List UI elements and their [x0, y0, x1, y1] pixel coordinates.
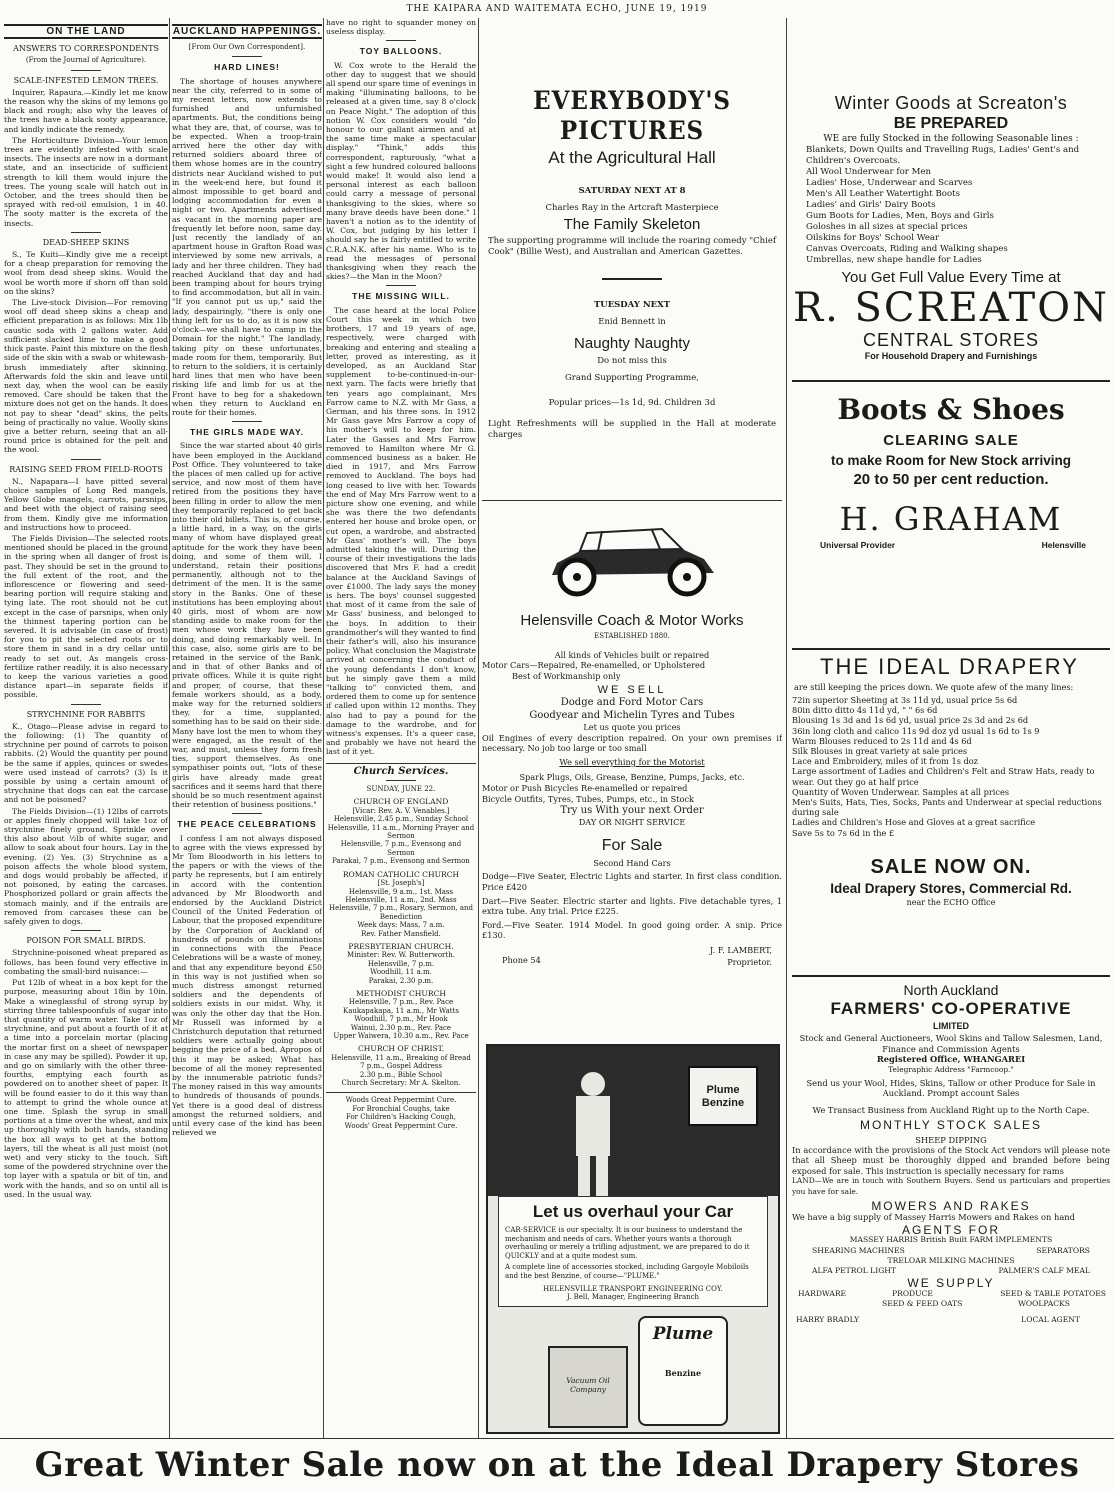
plume-headline: Let us overhaul your Car [532, 1202, 734, 1221]
tuesday-heading: TUESDAY NEXT [593, 300, 671, 310]
for-sale: For Sale [601, 836, 663, 854]
plume-logo: Plume [652, 1324, 714, 1344]
paragraph: S., Te Kuiti—Kindly give me a receipt for a cheap preparation for removing the wool from dead sheep skins. Would the wool be worth more if shorn off than sold on the skins? [4, 250, 168, 296]
church-date: SUNDAY, JUNE 22. [366, 785, 436, 794]
divider [232, 813, 262, 814]
supply-item: SEED & FEED OATS [882, 1298, 963, 1308]
sale-item: Dart—Five Seater. Electric starter and lights. Five detachable tyres, 1 extra tube. Any trial. Price £225. [482, 895, 782, 917]
plume-body-2: A complete line of accessories stocked, including Gargoyle Mobiloils and the best Benzine, of course—"PLUME." [505, 1263, 749, 1280]
paragraph: K., Otago—Please advise in regard to the following: (1) The quantity of strychnine per pound of carrots to poison rabbits. (2) Would the quantity per pound be the same if apples, quinces or swedes were used instead of carrots? (3) Is it possible by using a certain amount of strychnine that dogs can eat the carcase and not be poisoned? [4, 721, 168, 805]
saturday-star: Charles Ray in the Artcraft Masterpiece [545, 203, 719, 213]
divider [232, 421, 262, 422]
divider [71, 459, 101, 460]
motor-line: Best of Workmanship only [512, 670, 621, 681]
screaton-item: Goloshes in all sizes at special prices [806, 222, 968, 232]
film-note: Do not miss this [597, 356, 667, 366]
agents-item: SHEARING MACHINES [812, 1245, 905, 1255]
divider [71, 232, 101, 233]
tuesday-star: Enid Bennett in [598, 317, 666, 327]
motor-line: Dodge and Ford Motor Cars [560, 696, 704, 708]
supply-heading: WE SUPPLY [907, 1276, 995, 1291]
church-services-title: Church Services. [353, 765, 449, 777]
boots-line-1: to make Room for New Stock arriving [830, 453, 1072, 468]
farmers-tele: Telegraphic Address "Farmcoop." [888, 1064, 1014, 1074]
supply-item: SEED & TABLE POTATOES [1000, 1288, 1106, 1298]
second-hand: Second Hand Cars [593, 857, 671, 868]
church-heading: PRESBYTERIAN CHURCH. [348, 941, 454, 951]
screaton-item: Ladies' Hose, Underwear and Scarves [806, 178, 973, 188]
church-line: Upper Waiwera, 10.30 a.m., Rev. Pace [333, 1032, 469, 1041]
article-heading: TOY BALLOONS. [359, 46, 443, 57]
divider [602, 278, 662, 280]
ideal-item: 80in ditto ditto 4s 11d yd, " " 6s 6d [792, 705, 938, 716]
motor-line: Oil Engines of every description repaired. On your own premises if necessary. No job too large or too small [482, 732, 782, 754]
plume-manager: J. Bell, Manager, Engineering Branch [566, 1293, 700, 1302]
clearing-sale: CLEARING SALE [883, 432, 1019, 449]
farmers-coop-ad [792, 975, 1110, 1435]
monthly-stock-sales: MONTHLY STOCK SALES [859, 1118, 1043, 1133]
screaton-item: Umbrellas, new shape handle for Ladies [806, 255, 982, 265]
church-line: [St. Joseph's] [377, 879, 425, 888]
motor-works-ad [482, 500, 782, 1040]
screaton-item: Gum Boots for Ladies, Men, Boys and Girls [806, 211, 994, 221]
ideal-item: Lace and Embroidery, miles of it from 1s doz [792, 756, 978, 767]
land-text: LAND—We are in touch with Southern Buyers. Send us particulars and properties you have for sale. [792, 1176, 1110, 1196]
ideal-item: Quantity of Woven Underwear. Samples at all prices [792, 786, 1010, 797]
church-line: Helensville, 11 a.m., Breaking of Bread [331, 1053, 471, 1062]
plume-ad [486, 1044, 780, 1434]
ideal-item: Blousing 1s 3d and 1s 6d yd, usual price 2s 3d and 2s 6d [792, 715, 1029, 726]
source-line: [From Our Own Correspondent]. [188, 43, 306, 52]
screaton-name: R. SCREATON [792, 285, 1110, 331]
church-line: 2.30 p.m., Bible School [359, 1070, 443, 1079]
paragraph: Put 12lb of wheat in a box kept for the purpose, measuring about 18in by 10in. Make a wineglassful of strong syrup by stirring three tablespoonfuls of sugar into that quantity of warm water. Take 1oz of strychnine, and put about a fourth of it at a time into a porcelain mortar (placing the mortar first on a sheet of newspaper in case any may be spilled). Powder it up, and go on similarly with the other three-fourths, emptying each fourth as powdered on to another sheet of paper. It will be found easier to do it this way than to attempt to grind the whole ounce at one time. Splash the syrup in small portions at a time over the wheat, and mix up thoroughly with both hands, standing the box all ways to get at the bottom layers, till the wheat is all just moist (not wet) and very sticky to the touch. Sift some of the powdered strychnine over the top layer with a spatula or bit of tin, and work with the hands, and so on until all is used. In the usual way. [4, 978, 168, 1199]
ideal-item: Save 5s to 7s 6d in the £ [792, 827, 895, 838]
ideal-drapery-ad [792, 648, 1110, 960]
ideal-item: Men's Suits, Hats, Ties, Socks, Pants and Underwear at special reductions during sale [792, 797, 1102, 818]
section-subtitle: ANSWERS TO CORRESPONDENTS [13, 44, 159, 54]
church-line: Parakai, 7 p.m., Evensong and Sermon [332, 857, 470, 866]
vintage-car-illustration [532, 511, 732, 601]
screaton-item: Ladies' and Girls' Dairy Boots [806, 200, 936, 210]
church-line: 7 p.m., Gospel Address [360, 1062, 442, 1071]
church-heading: ROMAN CATHOLIC CHURCH [342, 869, 460, 879]
paragraph: Strychnine-poisoned wheat prepared as follows, has been found very effective in combating the small-bird nuisance:— [4, 948, 168, 976]
masthead: THE KAIPARA AND WAITEMATA ECHO, JUNE 19, 1919 [406, 4, 708, 14]
paragraph: The shortage of houses anywhere near the city, referred to in some of my recent letters, now extends to furnished and unfurnished apartments. But, the conditions being what they are, that, of course, was to be expected. When a troop-train arrived here the other day with returned soldiers aboard three of them whose homes are in the country districts near Auckland wished to put in the week-end here, but found it almost impossible to get board and lodging accommodation for even a night or two. Apartments advertised as vacant in the morning paper are frequently let before noon, same day. Just recently the landlady of an apartment house in Grafton Road was interviewed by some new arrivals, a lady and her three children. They had reached Auckland that day and had been tramping about for hours trying to find accommodation, but all in vain. "If you cannot put us up," said the lady, despairingly, "there is only one thing left for us to do, as it is now six o'clock—we shall have to camp in the Domain for the night." The landlady, taking pity on these unfortunates, made room for them, temporarily. But to return to the soldiers, it is certainly hard lines that men who have been risking life and limb for us at the Front have to beg for a shakedown when they return to Auckland en route for their homes. [172, 76, 322, 417]
church-line: Helensville, 11 a.m., Morning Prayer and Sermon [327, 823, 475, 841]
boots-ad [792, 380, 1110, 570]
boots-line-2: 20 to 50 per cent reduction. [853, 471, 1049, 488]
screaton-item: Men's All Leather Watertight Boots [806, 189, 960, 199]
church-line: Helensville, 7 p.m., Rev. Pace [348, 998, 454, 1007]
church-heading: CHURCH OF ENGLAND [353, 797, 449, 807]
church-line: Helensville, 9 a.m., 1st. Mass [348, 887, 454, 896]
screaton-item: Blankets, Down Quilts and Travelling Rugs, Ladies' Gent's and Children's Overcoats. [806, 145, 1080, 166]
church-line: Woodhill, 11 a.m. [370, 968, 432, 977]
agents-item: SEPARATORS [1036, 1245, 1090, 1255]
article-heading: DEAD-SHEEP SKINS [42, 237, 130, 247]
oil-can: Vacuum Oil Company [548, 1346, 628, 1428]
motor-line: Motor or Push Bicycles Re-enamelled or repaired [482, 782, 688, 793]
graham-role: Universal Provider [820, 540, 896, 550]
church-line: Kaukapakapa, 11 a.m., Mr Watts [342, 1006, 460, 1015]
church-line: Helensville, 7 p.m. [367, 959, 435, 968]
banner-rule [0, 1438, 1114, 1439]
ideal-item: Ladies and Children's Hose and Gloves at a great sacrifice [792, 817, 1036, 828]
remedy-line: Woods Great Peppermint Cure. [345, 1096, 457, 1105]
prices: Popular prices—1s 1d, 9d. Children 3d [548, 398, 716, 408]
mowers-text: We have a big supply of Massey Harris Mowers and Rakes on hand [792, 1211, 1075, 1222]
film-title-2: Naughty Naughty [574, 335, 690, 352]
pictures-title: EVERYBODY'S PICTURES [533, 86, 731, 145]
pictures-venue: At the Agricultural Hall [548, 148, 716, 167]
agents-line: TRELOAR MILKING MACHINES [887, 1255, 1015, 1265]
agent-name: HARRY BRADLY [796, 1314, 860, 1324]
graham-town: Helensville [1041, 540, 1086, 550]
screaton-intro: WE are fully Stocked in the following Seasonable lines : [823, 134, 1079, 144]
ideal-list [792, 695, 1110, 838]
motor-line: DAY OR NIGHT SERVICE [578, 817, 686, 828]
motor-line: Let us quote you prices [583, 721, 681, 732]
screaton-ad [792, 92, 1110, 362]
paragraph: W. Cox wrote to the Herald the other day to suggest that we should all spend our spare time of evenings in making "illuminating balloons, to be released at a given time, say 8 o'clock on Peace Night." The adoption of this notion W. Cox considers would "do honour to our gallant airmen and at the same time make a spectacular display." "Think," adds this correspondent, rapturously, "what a sight a few hundred coloured balloons would make! It would also lend a personal interest as each balloon could carry a message of personal thanksgiving to the skies, where so many brave deeds have been done." I haven't a notion as to the identity of W. Cox, but judging by his letter I should say he is fairly entitled to write C.R.A.N.K. after his name. Who is to read the messages of personal thanksgiving when they reach the skies?—the Man in the Moon? [326, 60, 476, 282]
remedy-line: For Bronchial Coughs, take [352, 1104, 450, 1113]
church-heading: METHODIST CHURCH [356, 988, 446, 998]
agents-line: MASSEY HARRIS British Built FARM IMPLEMENTS [849, 1235, 1053, 1245]
column-rule [169, 18, 170, 1438]
divider [71, 930, 101, 931]
screaton-tag: For Household Drapery and Furnishings [864, 351, 1038, 361]
agent-title: LOCAL AGENT [1021, 1314, 1080, 1324]
paragraph: N., Napapara—I have pitted several choice samples of Long Red mangels, Yellow Globe mangels, carrots, parsnips, and beet with the object of raising seed from them. Kindly give me information and instructions how to proceed. [4, 476, 168, 532]
church-line: Woodhill, 7 p.m., Mr Hook [354, 1015, 448, 1024]
remedy-line: For Children's Hacking Cough, [345, 1113, 456, 1122]
motor-line: Goodyear and Michelin Tyres and Tubes [529, 709, 735, 721]
farmers-top: North Auckland [903, 982, 999, 998]
paragraph: Since the war started about 40 girls have been employed in the Auckland Post Office. They volunteered to take the places of men called up for active service, and now most of them have retired from the positions they have been filling in order to allow the men they temporarily replaced to get back into their old billets. This is, of course, a little hard, in a way, on the girls many of whom have displayed great aptitude for the work they have been doing, and some of them will, I understand, retain their positions permanently, although not to the detriment of the men. It is the same story in the Banks. One of these institutions has been employing about 40 girls, most of whom are now standing aside to make room for the men whose work they have been doing, and doing remarkably well. In this case, also, some girls are to be retained in the service of the Bank, and in that of other Banks and of private offices. While it is quite right and proper, of course, that these female workers should, as a body, make way for the returned soldiers they, for a time, supplanted, something has to be said on their side. Many have lost the men to whom they were engaged, as the result of the war, and must, unless they form fresh ties, support themselves. As one sympathiser points out, "lots of these girls have already made great sacrifices and it seems hard that there should be so much resentment against their retention of business positions." [172, 441, 322, 810]
divider [71, 70, 101, 71]
paragraph: The Horticulture Division—Your lemon trees are evidently infested with scale insects. The insects are now in a dormant state, and an insecticide of sufficient strength to kill them would injure the trees. The young scale will hatch out in October, and the trees should then be sprayed with red-oil emulsion, 1 in 40. The sooty matter is the excreta of the insects. [4, 135, 168, 228]
article-heading: RAISING SEED FROM FIELD-ROOTS [9, 464, 163, 474]
paragraph: The Fields Division—(1) 12lbs of carrots or apples finely chopped will take 1oz of strychnine finely ground. Sprinkle over this also about ½lb of white sugar, and allow to soak about four hours. Lay in the evening. (2) Yes. (3) Strychnine as a poison affects the whole blood system, and dogs would probably be affected, if not poisoned, by eating the carcases. Phosphorized pollard or grain affects the stomach mainly, and if the entrails are removed from carcases these can be safely given to dogs. [4, 806, 168, 927]
screaton-item: Oilskins for Boys' School Wear [806, 233, 940, 243]
screaton-value: You Get Full Value Every Time at [841, 269, 1061, 286]
supporting-programme: The supporting programme will include the roaring comedy "Chief Cook" (Billie West), and Australian and American Gazettes. [488, 236, 776, 257]
column-auckland-happenings [172, 18, 322, 1438]
divider [232, 56, 262, 57]
proprietor-name: J. F. LAMBERT, [709, 944, 772, 955]
established: ESTABLISHED 1880. [594, 632, 670, 640]
agents-item: ALFA PETROL LIGHT [812, 1266, 896, 1276]
church-line: Helensville, 7 p.m., Rosary, Sermon, and Benediction [328, 904, 474, 921]
article-heading: SCALE-INFESTED LEMON TREES. [13, 75, 159, 85]
church-line: Helensville, 11 a.m., 2nd. Mass [345, 895, 457, 904]
paragraph: Inquirer, Rapaura.—Kindly let me know the reason why the skins of my lemons go black and rough; also why the leaves of the trees have a black sooty appearance, and kindly indicate the remedy. [4, 87, 168, 134]
church-line: Parakai, 2.30 p.m. [368, 976, 434, 985]
phone: Phone 54 [502, 954, 541, 965]
screaton-title: Winter Goods at Screaton's [834, 93, 1068, 113]
church-line: Rev. Father Mansfield. [361, 929, 441, 938]
remedy-ad [326, 1092, 476, 1130]
film-title-1: The Family Skeleton [563, 216, 701, 233]
grand-programme: Grand Supporting Programme, [565, 373, 699, 383]
column-rule [323, 18, 324, 1438]
paragraph: The case heard at the local Police Court this week in which two brothers, 17 and 19 years of age, respectively, were charged with breaking and entering and stealing a letter, proved as interesting, as it developed, as an Auckland Star supplement to-be-continued-in-our-next yarn. The facts were briefly that ten years ago complainant, Mrs Farrow came to N.Z. with Mr Gass, a German, and his three sons. In 1912 Mr Gass gave Mrs Farrow a copy of his mother's will to keep for him. Later the Gasses and Mrs Farrow removed to Hamilton where Mr G. commenced business as a baker. He died in 1917, and Mrs Farrow removed to Auckland. The boys had long ceased to live with her. Towards the end of May Mrs Farrow went to a picture show one evening, and while she was there the two defendants entered her house and broke open, or cut open, a wardrobe, and abstracted Mr Gass' mother's will. The boys admitted taking the will. During the course of their investigations the lads discovered that Mrs F. had a credit balance at the Auckland Savings of over £1000. The lady says the money is hers. The boys' counsel suggested that most of it came from the sale of Mr Gass' business, and belonged to the boys. In addition to their grandmother's will they wanted to find their father's will, also his insurance policy. What conclusion the Magistrate arrived at concerning the conduct of the young defendants I don't know, but he simply gave them a mild "talking to" convicted them, and ordered them to come up for sentence if called upon within 12 months. They also had to pay a pound for the damage to the wardrobe, and for witness's expenses. It's a queer case, and probably we have not heard the last of it yet. [326, 305, 476, 757]
agents-item: PALMER'S CALF MEAL [998, 1266, 1090, 1276]
church-line: Church Secretary: Mr A. Skelton. [341, 1079, 461, 1088]
column-on-the-land [4, 18, 168, 1438]
we-sell: WE SELL [597, 684, 667, 697]
motor-line: Spark Plugs, Oils, Grease, Benzine, Pumps, Jacks, etc. [519, 772, 745, 783]
dip-text: In accordance with the provisions of the Stock Act vendors will please note that all Sheep must be thoroughly dipped and branded before being exposed for sale. This instruction is specially necessary for rams [792, 1145, 1110, 1176]
source-line: (From the Journal of Agriculture). [25, 56, 147, 65]
sheep-dipping: SHEEP DIPPING [915, 1134, 987, 1145]
divider [386, 285, 416, 286]
article-heading: THE PEACE CELEBRATIONS [177, 819, 317, 830]
graham-name: H. GRAHAM [839, 500, 1063, 538]
motor-line: We sell everything for the Motorist [559, 756, 705, 767]
church-line: Wainui, 2.30 p.m., Rev. Pace [350, 1023, 452, 1032]
sale-now-on: SALE NOW ON. [870, 855, 1032, 878]
church-line: Minister: Rev. W. Butterworth. [347, 951, 455, 960]
screaton-item: All Wool Underwear for Men [806, 167, 932, 177]
farmers-title: FARMERS' CO-OPERATIVE [830, 999, 1072, 1018]
motor-line: Try us With your next Order [560, 805, 704, 817]
farmers-line: We Transact Business from Auckland Right up to the North Cape. [812, 1104, 1090, 1115]
church-services [326, 763, 476, 1130]
article-heading: THE MISSING WILL. [352, 291, 450, 302]
ideal-near: near the ECHO Office [906, 897, 996, 907]
paragraph: I confess I am not always disposed to agree with the views expressed by Mr Tom Bloodworth in his letters to the papers or with the views of the party he represents, but I am entirely in accord with the contention advanced by Mr Bloodworth and endorsed by the Auckland District Council of the United Federation of Labour, that the proposed expenditure by the Corporation of Auckland of hundreds of pounds on illuminations in connections with the Peace Celebrations will be a waste of money, and that any expenditure beyond £50 in this way is not justified when so much distress amongst returned soldiers and the dependents of soldiers exists in our midst. Why, it was only the other day that the Hon. Mr Russell was informed by a Christchurch deputation that returned soldiers were actually going about begging the price of a bed. Apropos of this it may be asked; What has become of all the money represented by the innumerable patriotic funds? The money raised in this way amounts to hundreds of thousands of pounds. Yet there is a good deal of distress amongst the returned soldiers, and until every case of the kind has been relieved we [172, 833, 322, 1138]
plume-logo-panel [638, 1316, 728, 1426]
church-line: Helensville, 7 p.m., Evensong and Sermon [340, 840, 462, 857]
boots-title: Boots & Shoes [837, 393, 1065, 426]
agents-heading: AGENTS FOR [901, 1222, 1000, 1237]
church-heading: CHURCH OF CHRIST. [357, 1044, 445, 1054]
divider [386, 780, 416, 781]
refreshments: Light Refreshments will be supplied in the Hall at moderate charges [488, 419, 776, 440]
plume-company: HELENSVILLE TRANSPORT ENGINEERING COY. [543, 1284, 723, 1293]
bottom-banner: Great Winter Sale now on at the Ideal Drapery Stores [34, 1445, 1080, 1485]
paragraph: have no right to squander money on useless display. [326, 18, 476, 37]
ideal-stores: Ideal Drapery Stores, Commercial Rd. [830, 880, 1072, 896]
plume-body: CAR-SERVICE is our specialty. It is our business to understand the mechanism and needs of cars. Whether yours wants a thorough overhauling or merely a trifling adjustment, we are prepared to do it QUICKLY and at a quite modest sum. [505, 1226, 750, 1260]
farmers-line: Send us your Wool, Hides, Skins, Tallow or other Produce for Sale in Auckland. Prompt account Sales [806, 1078, 1096, 1099]
mechanic-figure [558, 1066, 628, 1206]
divider [386, 40, 416, 41]
article-heading: STRYCHNINE FOR RABBITS [26, 709, 146, 719]
screaton-sub: BE PREPARED [893, 115, 1009, 132]
column-rule [786, 18, 787, 1438]
saturday-heading: SATURDAY NEXT AT 8 [578, 186, 686, 196]
ideal-title: THE IDEAL DRAPERY [820, 654, 1079, 679]
ideal-intro: are still keeping the prices down. We quote afew of the many lines: [794, 682, 1074, 692]
screaton-list [792, 145, 1110, 266]
ideal-item: Silk Blouses in great variety at sale prices [792, 746, 968, 757]
supply-item: HARDWARE [798, 1288, 847, 1298]
farmers-office: Registered Office, WHANGAREI [876, 1054, 1026, 1065]
sale-item: Dodge—Five Seater, Electric Lights and starter. In first class condition. Price £420 [482, 871, 782, 892]
screaton-stores: CENTRAL STORES [862, 330, 1040, 350]
column-auckland-continued [326, 18, 476, 1438]
motor-line: Bicycle Outfits, Tyres, Tubes, Pumps, etc., in Stock [482, 793, 695, 804]
ideal-item: Warm Blouses reduced to 2s 11d and 4s 6d [792, 735, 972, 746]
column-rule [478, 18, 479, 1438]
farmers-ltd: LIMITED [933, 1021, 969, 1031]
paragraph: The Live-stock Division—For removing wool off dead sheep skins a cheap and efficient preparation is as follows: Mix 1lb caustic soda with 2 gallons water. Add sufficient slacked lime to make a good thick paste. Paint this mixture on the flesh side of the skin with a swab or whitewash-brush immediately after skinning. Afterwards fold the skin and leave until next day, when the wool can be easily removed. Care should be taken that the mixture does not get on the hands. It does not pay to shear "dead" skins, the pelts being of practically no value. Woolly skins give a better return, seeing that an all-round price is obtained for the pelt and the wool. [4, 298, 168, 455]
church-line: [Vicar: Rev. A. V. Venables.] [352, 806, 450, 815]
pictures-ad [482, 86, 782, 486]
church-line: Helensville, 2.45 p.m., Sunday School [333, 815, 469, 824]
motor-line: Motor Cars—Repaired, Re-enamelled, or Upholstered [482, 660, 706, 671]
section-title: ON THE LAND [4, 24, 168, 39]
plume-sign: Plume Benzine [688, 1066, 758, 1126]
ideal-item: 72in superior Sheeting at 3s 11d yd, usual price 5s 6d [792, 695, 1018, 705]
motor-line: All kinds of Vehicles built or repaired [554, 649, 710, 660]
article-heading: HARD LINES! [214, 62, 280, 73]
screaton-item: Canvas Overcoats, Riding and Walking shapes [806, 244, 1008, 254]
section-title: AUCKLAND HAPPENINGS. [172, 24, 322, 39]
paragraph: The Fields Division—The selected roots mentioned should be placed in the ground in the spring when all danger of frost is past. They should be set in the ground to the full extent of the root, and the inflorescence or flowering and seed-bearing portion will require staking and tying late. The root should not be cut except in the case of parsnips, when only the thinnest tapering portion can be severed. It is advisable (in case of frost) for you to pit the selected roots or to store them in sand in a dry cellar until ready to set out. As mangels cross-fertilize rather readily, it is also necessary to keep the various varieties a good distance apart—in separate fields if possible. [4, 533, 168, 700]
plume-can-benzine: Benzine [664, 1368, 702, 1378]
ideal-item: Large assortment of Ladies and Children's Felt and Straw Hats, ready to wear. Out they go at half price [792, 766, 1095, 787]
supply-item: WOOLPACKS [1018, 1298, 1070, 1308]
church-line: Week days: Mass, 7 a.m. [357, 921, 445, 930]
mowers-heading: MOWERS AND RAKES [871, 1199, 1031, 1214]
article-heading: THE GIRLS MADE WAY. [189, 427, 305, 438]
supply-item: PRODUCE [892, 1288, 933, 1298]
farmers-line: Stock and General Auctioneers, Wool Skins and Tallow Salesmen, Land, Finance and Commission Agents [799, 1033, 1103, 1054]
divider [71, 704, 101, 705]
remedy-line: Woods' Great Peppermint Cure. [344, 1121, 458, 1130]
motor-works-title: Helensville Coach & Motor Works [520, 612, 744, 629]
proprietor-title: Proprietor. [727, 956, 772, 967]
ideal-item: 36in long cloth and calico 11s 9d doz yd usual 1s 6d to 1s 9 [792, 725, 1040, 736]
sale-item: Ford.—Five Seater. 1914 Model. In good going order. A snip. Price £130. [482, 919, 782, 941]
article-heading: POISON FOR SMALL BIRDS. [26, 936, 146, 946]
